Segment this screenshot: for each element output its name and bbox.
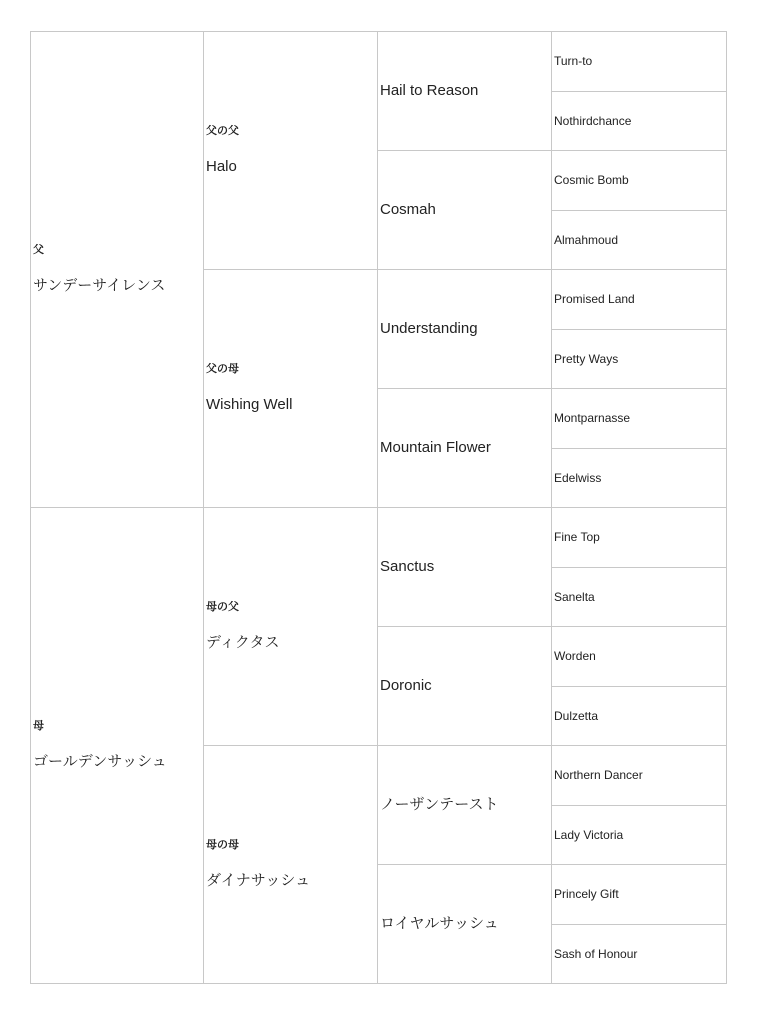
ancestor-gen4: Promised Land xyxy=(552,270,727,330)
sire-dam-cell xyxy=(204,270,378,508)
table-row xyxy=(31,508,727,568)
ancestor-gen4: Pretty Ways xyxy=(552,329,727,389)
dam-sire-label: 母の父 xyxy=(206,601,239,613)
ancestor-gen4: Fine Top xyxy=(552,508,727,568)
ancestor-gen4: Dulzetta xyxy=(552,686,727,746)
sire-dam-label: 父の母 xyxy=(206,363,239,375)
sire-name: サンデーサイレンス xyxy=(33,277,166,294)
ancestor-gen4: Montparnasse xyxy=(552,389,727,449)
dam-cell xyxy=(31,508,204,984)
pedigree-table xyxy=(30,31,727,984)
dam-name: ゴールデンサッシュ xyxy=(33,753,167,770)
dam-label: 母 xyxy=(33,720,44,732)
ancestor-gen4: Sanelta xyxy=(552,567,727,627)
table-row xyxy=(31,32,727,92)
ancestor-gen4: Edelwiss xyxy=(552,448,727,508)
sire-sire-name: Halo xyxy=(206,158,237,175)
ancestor-gen4: Worden xyxy=(552,627,727,687)
ancestor-gen4: Northern Dancer xyxy=(552,746,727,806)
ancestor-gen4: Almahmoud xyxy=(552,210,727,270)
dam-dam-name: ダイナサッシュ xyxy=(206,872,311,889)
ancestor-gen4: Cosmic Bomb xyxy=(552,151,727,211)
ancestor-gen3: Doronic xyxy=(378,627,552,746)
ancestor-gen4: Lady Victoria xyxy=(552,805,727,865)
ancestor-gen4: Turn-to xyxy=(552,32,727,92)
dam-sire-cell xyxy=(204,508,378,746)
sire-label: 父 xyxy=(33,244,44,256)
dam-sire-name: ディクタス xyxy=(206,634,280,651)
ancestor-gen4: Nothirdchance xyxy=(552,91,727,151)
sire-sire-label: 父の父 xyxy=(206,125,239,137)
sire-cell xyxy=(31,32,204,508)
dam-dam-label: 母の母 xyxy=(206,839,239,851)
ancestor-gen3: Hail to Reason xyxy=(378,32,552,151)
ancestor-gen4: Sash of Honour xyxy=(552,924,727,984)
sire-dam-name: Wishing Well xyxy=(206,396,293,413)
ancestor-gen4: Princely Gift xyxy=(552,865,727,925)
ancestor-gen3: Sanctus xyxy=(378,508,552,627)
ancestor-gen3: ノーザンテースト xyxy=(378,746,552,865)
ancestor-gen3: Understanding xyxy=(378,270,552,389)
ancestor-gen3: Mountain Flower xyxy=(378,389,552,508)
dam-dam-cell xyxy=(204,746,378,984)
ancestor-gen3: Cosmah xyxy=(378,151,552,270)
sire-sire-cell xyxy=(204,32,378,270)
ancestor-gen3: ロイヤルサッシュ xyxy=(378,865,552,984)
